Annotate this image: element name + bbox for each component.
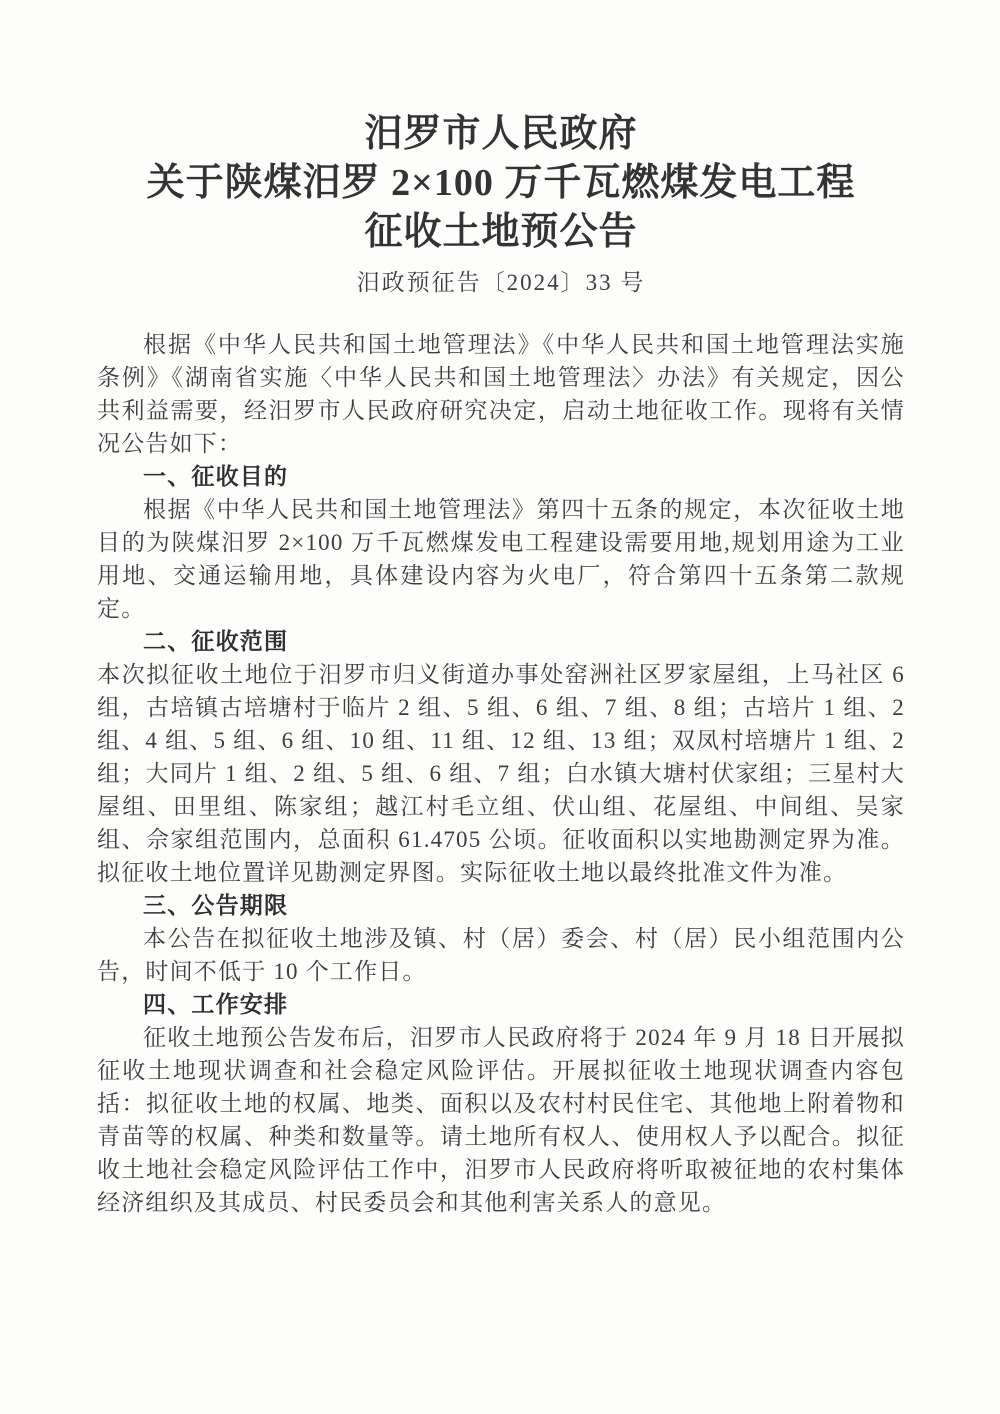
- section-1-body: 根据《中华人民共和国土地管理法》第四十五条的规定，本次征收土地目的为陕煤汨罗 2×100 万千瓦燃煤发电工程建设需要用地,规划用途为工业用地、交通运输用地，具体建设内容为火电厂，符合第四十五条第二款规定。: [97, 497, 905, 621]
- section-4-heading: 四、工作安排: [143, 991, 289, 1017]
- document-body: [97, 328, 905, 1219]
- section-1-heading: 一、征收目的: [143, 463, 289, 489]
- section-3-body: 本公告在拟征收土地涉及镇、村（居）委会、村（居）民小组范围内公告，时间不低于 10 个工作日。: [97, 926, 905, 984]
- document-number: 汨政预征告〔2024〕33 号: [356, 270, 646, 295]
- section-3-heading: 三、公告期限: [143, 892, 289, 918]
- intro-paragraph: 根据《中华人民共和国土地管理法》《中华人民共和国土地管理法实施条例》《湖南省实施〈中华人民共和国土地管理法〉办法》有关规定，因公共利益需要，经汨罗市人民政府研究决定，启动土地征收工作。现将有关情况公告如下：: [97, 332, 905, 456]
- document-title: [97, 110, 905, 257]
- title-line-project: 关于陕煤汨罗 2×100 万千瓦燃煤发电工程: [146, 162, 856, 204]
- title-line-government: 汨罗市人民政府: [364, 113, 638, 155]
- section-2-heading: 二、征收范围: [143, 628, 289, 654]
- section-4-body: 征收土地预公告发布后，汨罗市人民政府将于 2024 年 9 月 18 日开展拟征收土地现状调查和社会稳定风险评估。开展拟征收土地现状调查内容包括：拟征收土地的权属、地类、面积以及农村村民住宅、其他地上附着物和青苗等的权属、种类和数量等。请土地所有权人、使用权人予以配合。拟征收土地社会稳定风险评估工作中，汨罗市人民政府将听取被征地的农村集体经济组织及其成员、村民委员会和其他利害关系人的意见。: [97, 1025, 905, 1215]
- section-2-body: 本次拟征收土地位于汨罗市归义街道办事处窑洲社区罗家屋组，上马社区 6 组，古培镇古培塘村于临片 2 组、5 组、6 组、7 组、8 组；古培片 1 组、2 组、4 组、5 组、6 组、10 组、11 组、12 组、13 组；双凤村培塘片 1 组、2 组；大同片 1 组、2 组、5 组、6 组、7 组；白水镇大塘村伏家组；三星村大屋组、田里组、陈家组；越江村毛立组、伏山组、花屋组、中间组、吴家组、佘家组范围内，总面积 61.4705 公顷。征收面积以实地勘测定界为准。拟征收土地位置详见勘测定界图。实际征收土地以最终批准文件为准。: [97, 662, 905, 885]
- title-line-announcement-type: 征收土地预公告: [364, 211, 638, 253]
